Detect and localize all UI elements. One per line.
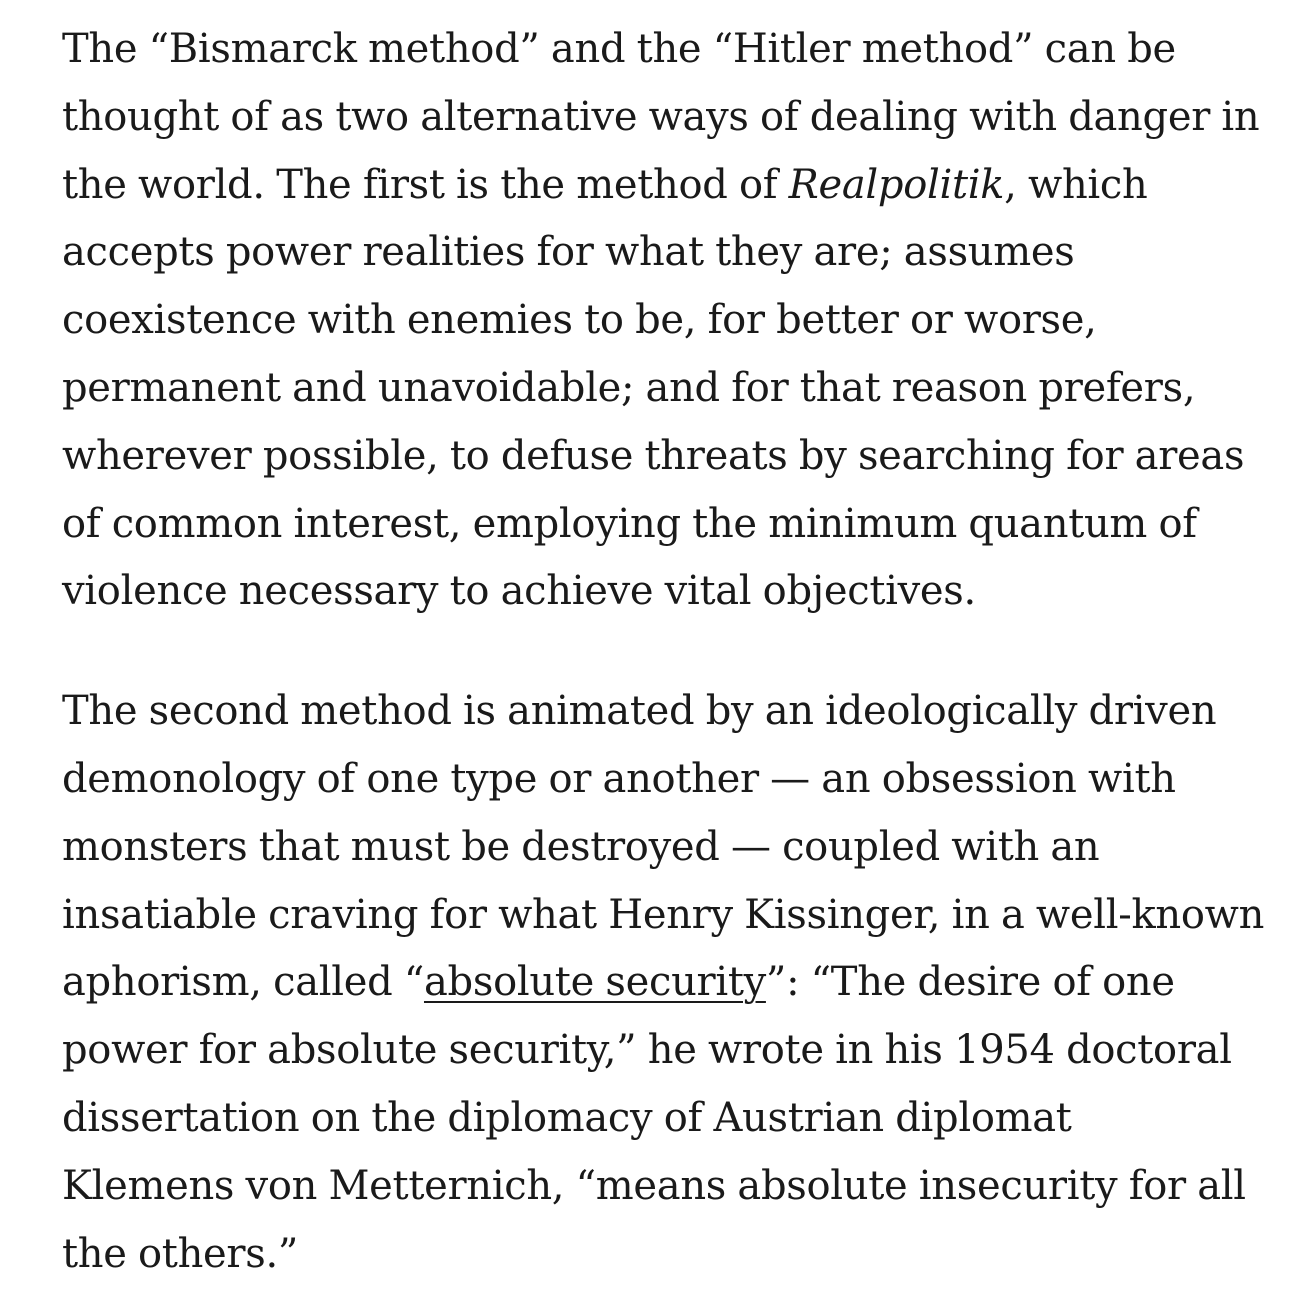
- text-line: [62, 84, 1260, 152]
- text-line: [62, 287, 1250, 355]
- text-line: [62, 1085, 1250, 1153]
- paragraph-realpolitik: [62, 16, 1260, 626]
- text-line-content: the others.”: [62, 1230, 299, 1277]
- text-line-content: wherever possible, to defuse threats by searching for areas: [62, 432, 1245, 479]
- text-line-content: of common interest, employing the minimum quantum of: [62, 500, 1197, 547]
- text-line-content: the world. The first is the method of: [62, 161, 789, 208]
- text-line: [62, 423, 1250, 491]
- text-line: [62, 814, 1250, 882]
- text-line-content: dissertation on the diplomacy of Austrian diplomat: [62, 1094, 1072, 1141]
- text-line: [62, 491, 1250, 559]
- text-line-content: Klemens von Metternich, “means absolute insecurity for all: [62, 1162, 1246, 1209]
- text-line-content: permanent and unavoidable; and for that reason prefers,: [62, 364, 1196, 411]
- text-line: [62, 558, 1250, 626]
- text-line-content: accepts power realities for what they are; assumes: [62, 229, 1075, 276]
- text-line: [62, 16, 1250, 84]
- text-line: [62, 1221, 1250, 1289]
- text-line-content: violence necessary to achieve vital objectives.: [62, 568, 976, 615]
- text-line-content: demonology of one type or another — an obsession with: [62, 755, 1176, 802]
- text-line: [62, 1017, 1250, 1085]
- text-line-content: , which: [1004, 161, 1148, 208]
- paragraph-demonology: [62, 678, 1265, 1288]
- text-line: [62, 678, 1250, 746]
- text-line-content: power for absolute security,” he wrote in his 1954 doctoral: [62, 1027, 1232, 1074]
- text-line: [62, 949, 1250, 1017]
- text-line: [62, 355, 1250, 423]
- text-line-content: coexistence with enemies to be, for better or worse,: [62, 297, 1097, 344]
- text-line-content: aphorism, called “: [62, 959, 424, 1006]
- emphasis-realpolitik: Realpolitik: [788, 161, 1005, 208]
- text-line: [62, 152, 1250, 220]
- text-line: [62, 746, 1250, 814]
- text-line-content: monsters that must be destroyed — coupled with an: [62, 823, 1100, 870]
- text-line-content: ”: “The desire of one: [765, 959, 1175, 1006]
- text-line-content: insatiable craving for what Henry Kissinger, in a well-known: [62, 891, 1265, 938]
- text-line: [62, 1153, 1250, 1221]
- text-line-content: The second method is animated by an ideologically driven: [62, 688, 1217, 735]
- text-line-content: The “Bismarck method” and the “Hitler method” can be: [62, 26, 1176, 72]
- text-line-content: thought of as two alternative ways of dealing with danger in: [62, 93, 1260, 140]
- absolute-security-link[interactable]: absolute security: [423, 959, 766, 1006]
- text-line: [62, 219, 1250, 287]
- text-line: [62, 882, 1265, 950]
